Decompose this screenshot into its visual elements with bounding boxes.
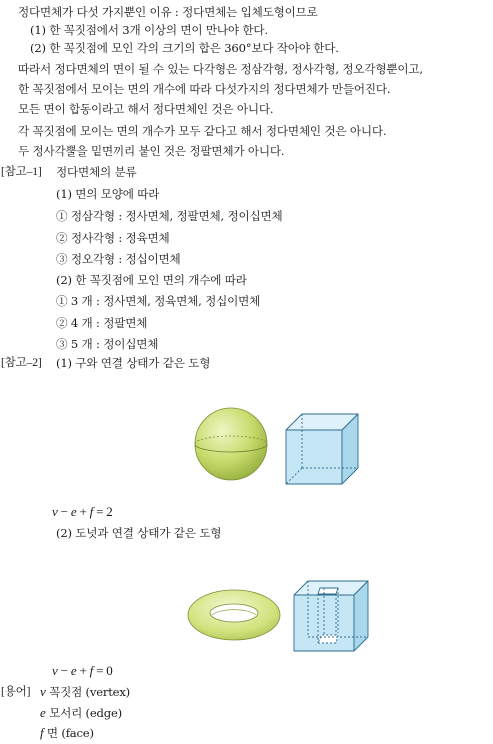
text-line-4: 따라서 정다면체의 면이 될 수 있는 다각형은 정삼각형, 정사각형, 정오각형뿐이고, [18, 62, 423, 76]
text-line-2: (1) 한 꼭짓점에서 3개 이상의 면이 만나야 한다. [30, 23, 268, 37]
ref1-item: (1) 면의 모양에 따라 [56, 187, 160, 201]
term-symbol: f [40, 725, 44, 740]
equals-value: = 0 [93, 663, 113, 678]
ref2-title: (1) 구와 연결 상태가 같은 도형 [56, 356, 211, 370]
torus-box-figure [186, 573, 376, 655]
term-symbol: v [40, 684, 46, 699]
terms-tag: [용어] [1, 685, 31, 698]
term-vertex [40, 684, 130, 700]
term-text: 면 (face) [43, 726, 94, 740]
ref1-item: (2) 한 꼭짓점에 모인 면의 개수에 따라 [56, 273, 247, 287]
plus-sign: + [76, 504, 90, 519]
term-symbol: e [40, 705, 46, 720]
ref1-tag: [참고–1] [1, 165, 42, 178]
ref1-item: ① 3 개 : 정사면체, 정육면체, 정십이면체 [56, 294, 261, 308]
term-text: 모서리 (edge) [45, 706, 122, 720]
ref2-tag: [참고–2] [1, 356, 42, 369]
ref1-item: ③ 정오각형 : 정십이면체 [56, 252, 181, 266]
sphere-cube-figure [190, 400, 375, 492]
ref1-item: ③ 5 개 : 정이십면체 [56, 337, 159, 351]
var-e: e [70, 663, 77, 678]
var-v: v [52, 504, 58, 519]
term-edge [40, 705, 122, 721]
ref1-title: 정다면체의 분류 [56, 165, 137, 179]
torus-shape [188, 590, 280, 640]
plus-sign: + [76, 663, 90, 678]
text-line-7: 각 꼭짓점에 모이는 면의 개수가 모두 같다고 해서 정다면체인 것은 아니다. [18, 124, 387, 138]
euler-formula-sphere [52, 504, 113, 520]
text-line-8: 두 정사각뿔을 밑면끼리 붙인 것은 정팔면체가 아니다. [18, 144, 285, 158]
ref1-item: ② 4 개 : 정팔면체 [56, 316, 148, 330]
var-e: e [70, 504, 77, 519]
text-line-1: 정다면체가 다섯 가지뿐인 이유 : 정다면체는 입체도형이므로 [18, 5, 318, 19]
var-f: f [89, 663, 94, 678]
ref1-item: ② 정사각형 : 정육면체 [56, 231, 170, 245]
var-v: v [52, 663, 58, 678]
cube-shape [286, 414, 358, 484]
text-line-6: 모든 면이 합동이라고 해서 정다면체인 것은 아니다. [18, 102, 274, 116]
minus-sign: − [57, 663, 71, 678]
minus-sign: − [57, 504, 71, 519]
term-face [40, 725, 94, 741]
ref2-title2: (2) 도넛과 연결 상태가 같은 도형 [56, 526, 222, 540]
var-f: f [89, 504, 94, 519]
text-line-3: (2) 한 꼭짓점에 모인 각의 크기의 합은 360°보다 작아야 한다. [30, 41, 339, 55]
euler-formula-torus [52, 663, 113, 679]
text-line-5: 한 꼭짓점에서 모이는 면의 개수에 따라 다섯가지의 정다면체가 만들어진다. [18, 82, 391, 96]
equals-value: = 2 [93, 504, 113, 519]
term-text: 꼭짓점 (vertex) [45, 685, 131, 699]
sphere-shape [195, 408, 267, 480]
hollow-box-shape [294, 581, 368, 651]
ref1-item: ① 정삼각형 : 정사면체, 정팔면체, 정이십면체 [56, 209, 283, 223]
